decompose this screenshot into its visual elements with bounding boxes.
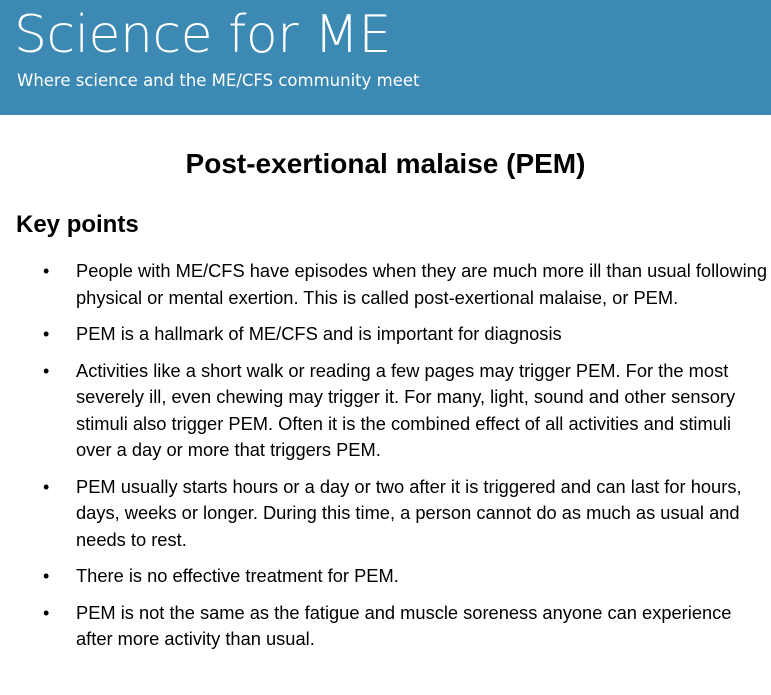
bullet-icon: • — [43, 261, 50, 281]
key-point-text: PEM usually starts hours or a day or two after it is triggered and can last for hours, days, weeks or longer. During this time, a person cannot do as much as usual and needs to rest. — [76, 475, 742, 550]
key-point-item — [0, 358, 771, 464]
key-points-list — [0, 258, 771, 663]
section-heading-key-points: Key points — [16, 211, 139, 238]
bullet-icon: • — [43, 602, 50, 623]
key-point-item — [0, 258, 771, 311]
bullet-icon: • — [43, 566, 50, 586]
bullet-icon: • — [43, 476, 50, 497]
key-point-text: PEM is not the same as the fatigue and muscle soreness anyone can experience after more activity than usual. — [76, 601, 732, 649]
document-title: Post-exertional malaise (PEM) — [185, 148, 586, 179]
key-point-item — [0, 600, 771, 653]
key-point-item — [0, 563, 771, 590]
key-point-text: People with ME/CFS have episodes when they are much more ill than usual following physical or mental exertion. This is called post-exertional malaise, or PEM. — [76, 260, 767, 308]
key-point-text: There is no effective treatment for PEM. — [76, 565, 399, 586]
site-tagline: Where science and the ME/CFS community meet — [17, 71, 420, 90]
key-point-item — [0, 321, 771, 348]
bullet-icon: • — [43, 360, 50, 381]
key-point-text: PEM is a hallmark of ME/CFS and is important for diagnosis — [76, 323, 562, 344]
site-title: Science for ME — [14, 5, 391, 65]
key-point-item — [0, 474, 771, 554]
bullet-icon: • — [43, 324, 50, 344]
site-header-banner — [0, 0, 771, 115]
key-point-text: Activities like a short walk or reading a few pages may trigger PEM. For the most severely ill, even chewing may trigger it. For many, light, sound and other sensory stimuli also trigger PEM. Often it is the combined effect of all activities and stimuli over a day or more that triggers PEM. — [76, 359, 736, 460]
